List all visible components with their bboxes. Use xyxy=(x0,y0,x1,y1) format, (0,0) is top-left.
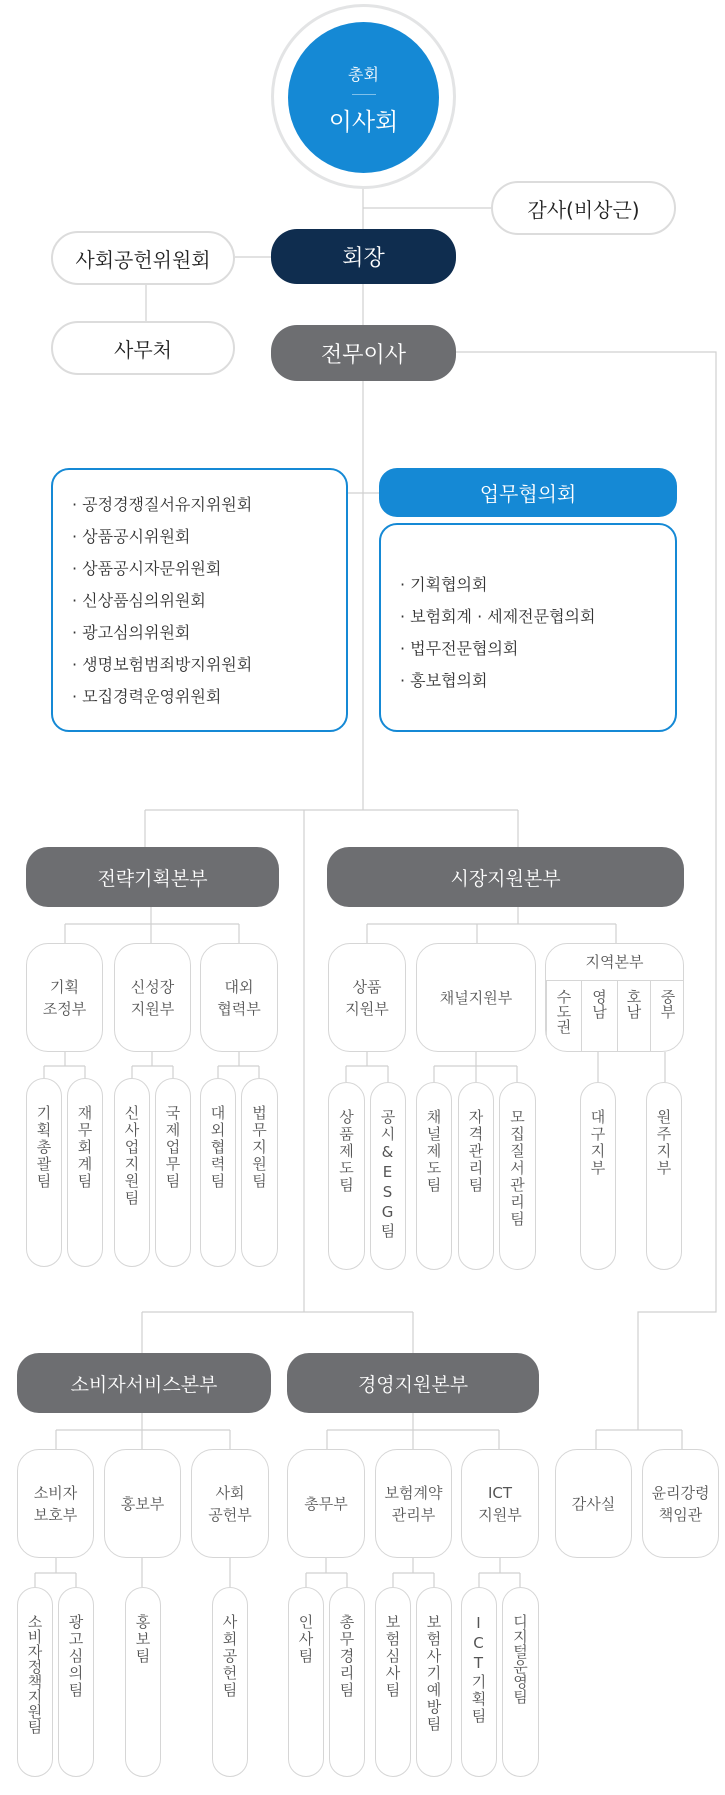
branch-label: 원주지부 xyxy=(654,1109,673,1177)
region-label: 호남 xyxy=(624,989,643,1019)
team-node[interactable] xyxy=(329,1587,365,1777)
strategy-planning-hq[interactable]: 전략기획본부 xyxy=(26,847,279,907)
team-label: 대외협력팀 xyxy=(208,1105,227,1190)
team-node[interactable] xyxy=(200,1078,236,1267)
team-node[interactable] xyxy=(125,1587,161,1777)
region-label: 중부 xyxy=(658,989,677,1019)
team-node[interactable] xyxy=(212,1587,248,1777)
dept-node[interactable]: 채널지원부 xyxy=(416,943,536,1052)
team-node[interactable] xyxy=(458,1082,494,1270)
dept-node[interactable]: ICT 지원부 xyxy=(461,1449,539,1558)
committees-box xyxy=(51,468,348,732)
region-label: 영남 xyxy=(590,989,608,1019)
team-label: 신사업지원팀 xyxy=(122,1105,141,1207)
team-label: 총무경리팀 xyxy=(337,1614,356,1699)
region-column[interactable] xyxy=(581,981,617,1051)
team-node[interactable] xyxy=(502,1587,539,1777)
team-label: 소비자정책지원팀 xyxy=(25,1614,44,1734)
region-column[interactable] xyxy=(546,981,581,1051)
branch-node[interactable] xyxy=(646,1082,682,1270)
regional-hq-label: 지역본부 xyxy=(546,944,683,981)
dept-node[interactable]: 상품 지원부 xyxy=(328,943,406,1052)
team-label: 보험심사팀 xyxy=(383,1614,402,1699)
committee-item[interactable]: · 생명보험범죄방지위원회 xyxy=(72,655,253,674)
council-item[interactable]: · 보험회계 · 세제전문협의회 xyxy=(400,607,596,626)
secretariat-node[interactable]: 사무처 xyxy=(51,321,235,375)
team-label: 국제업무팀 xyxy=(163,1105,182,1190)
team-node[interactable] xyxy=(461,1587,497,1777)
council-item[interactable]: · 홍보협의회 xyxy=(400,671,488,690)
divider xyxy=(352,94,376,95)
team-node[interactable] xyxy=(416,1082,452,1270)
market-support-hq[interactable]: 시장지원본부 xyxy=(327,847,684,907)
region-column[interactable] xyxy=(650,981,684,1051)
team-node[interactable] xyxy=(241,1078,278,1267)
team-node[interactable] xyxy=(499,1082,536,1270)
team-node[interactable] xyxy=(67,1078,103,1267)
team-node[interactable] xyxy=(155,1078,191,1267)
committee-item[interactable]: · 신상품심의위원회 xyxy=(72,591,206,610)
chairman-node[interactable]: 회장 xyxy=(271,229,456,284)
dept-node[interactable]: 사회 공헌부 xyxy=(191,1449,269,1558)
team-label: 법무지원팀 xyxy=(250,1105,268,1190)
committee-item[interactable]: · 상품공시위원회 xyxy=(72,527,191,546)
team-label: 홍보팀 xyxy=(133,1614,152,1665)
auditor-node[interactable]: 감사(비상근) xyxy=(491,181,676,235)
team-node[interactable] xyxy=(114,1078,150,1267)
branch-label: 대구지부 xyxy=(588,1109,607,1177)
team-node[interactable] xyxy=(328,1082,365,1270)
dept-node[interactable]: 대외 협력부 xyxy=(200,943,278,1052)
committee-item[interactable]: · 모집경력운영위원회 xyxy=(72,687,222,706)
team-label: 광고심의팀 xyxy=(66,1614,85,1699)
team-node[interactable] xyxy=(58,1587,94,1777)
dept-node[interactable]: 보험계약 관리부 xyxy=(375,1449,452,1558)
team-label: ICT기획팀 xyxy=(469,1614,488,1725)
management-support-hq[interactable]: 경영지원본부 xyxy=(287,1353,539,1413)
regional-hq-node[interactable] xyxy=(545,943,684,1052)
team-label: 채널제도팀 xyxy=(424,1109,443,1194)
team-label: 모집질서관리팀 xyxy=(508,1109,526,1228)
dept-node[interactable]: 기획 조정부 xyxy=(26,943,103,1052)
team-node[interactable] xyxy=(17,1587,53,1777)
dept-node[interactable]: 홍보부 xyxy=(104,1449,181,1558)
team-label: 보험사기예방팀 xyxy=(424,1614,443,1733)
team-node[interactable] xyxy=(288,1587,324,1777)
audit-office-node[interactable]: 감사실 xyxy=(555,1449,632,1558)
team-label: 디지털운영팀 xyxy=(511,1614,529,1704)
team-node[interactable] xyxy=(375,1587,411,1777)
team-node[interactable] xyxy=(26,1078,62,1267)
committee-item[interactable]: · 광고심의위원회 xyxy=(72,623,191,642)
consumer-service-hq[interactable]: 소비자서비스본부 xyxy=(17,1353,271,1413)
board-node[interactable] xyxy=(288,22,439,173)
general-meeting-label: 총회 xyxy=(348,65,379,84)
region-column[interactable] xyxy=(617,981,650,1051)
executive-director-node[interactable]: 전무이사 xyxy=(271,325,456,381)
dept-node[interactable]: 총무부 xyxy=(287,1449,365,1558)
team-label: 자격관리팀 xyxy=(466,1109,485,1194)
team-label: 재무회계팀 xyxy=(75,1105,94,1190)
social-committee-node[interactable]: 사회공헌위원회 xyxy=(51,231,235,285)
ethics-officer-node[interactable]: 윤리강령 책임관 xyxy=(642,1449,719,1558)
team-label: 사회공헌팀 xyxy=(220,1614,239,1699)
team-label: 기획총괄팀 xyxy=(34,1105,53,1190)
council-item[interactable]: · 법무전문협의회 xyxy=(400,639,519,658)
team-label: 상품제도팀 xyxy=(337,1109,355,1194)
dept-node[interactable]: 소비자 보호부 xyxy=(17,1449,94,1558)
team-label: 공시&ESG팀 xyxy=(378,1109,397,1240)
dept-node[interactable]: 신성장 지원부 xyxy=(114,943,191,1052)
committee-item[interactable]: · 공정경쟁질서유지위원회 xyxy=(72,495,253,514)
team-node[interactable] xyxy=(416,1587,452,1777)
region-label: 수도권 xyxy=(554,989,573,1034)
board-label: 이사회 xyxy=(328,108,399,136)
councils-header[interactable]: 업무협의회 xyxy=(379,468,677,517)
councils-box xyxy=(379,523,677,732)
team-node[interactable] xyxy=(370,1082,406,1270)
council-item[interactable]: · 기획협의회 xyxy=(400,575,488,594)
committee-item[interactable]: · 상품공시자문위원회 xyxy=(72,559,222,578)
team-label: 인사팀 xyxy=(296,1614,315,1665)
branch-node[interactable] xyxy=(580,1082,616,1270)
